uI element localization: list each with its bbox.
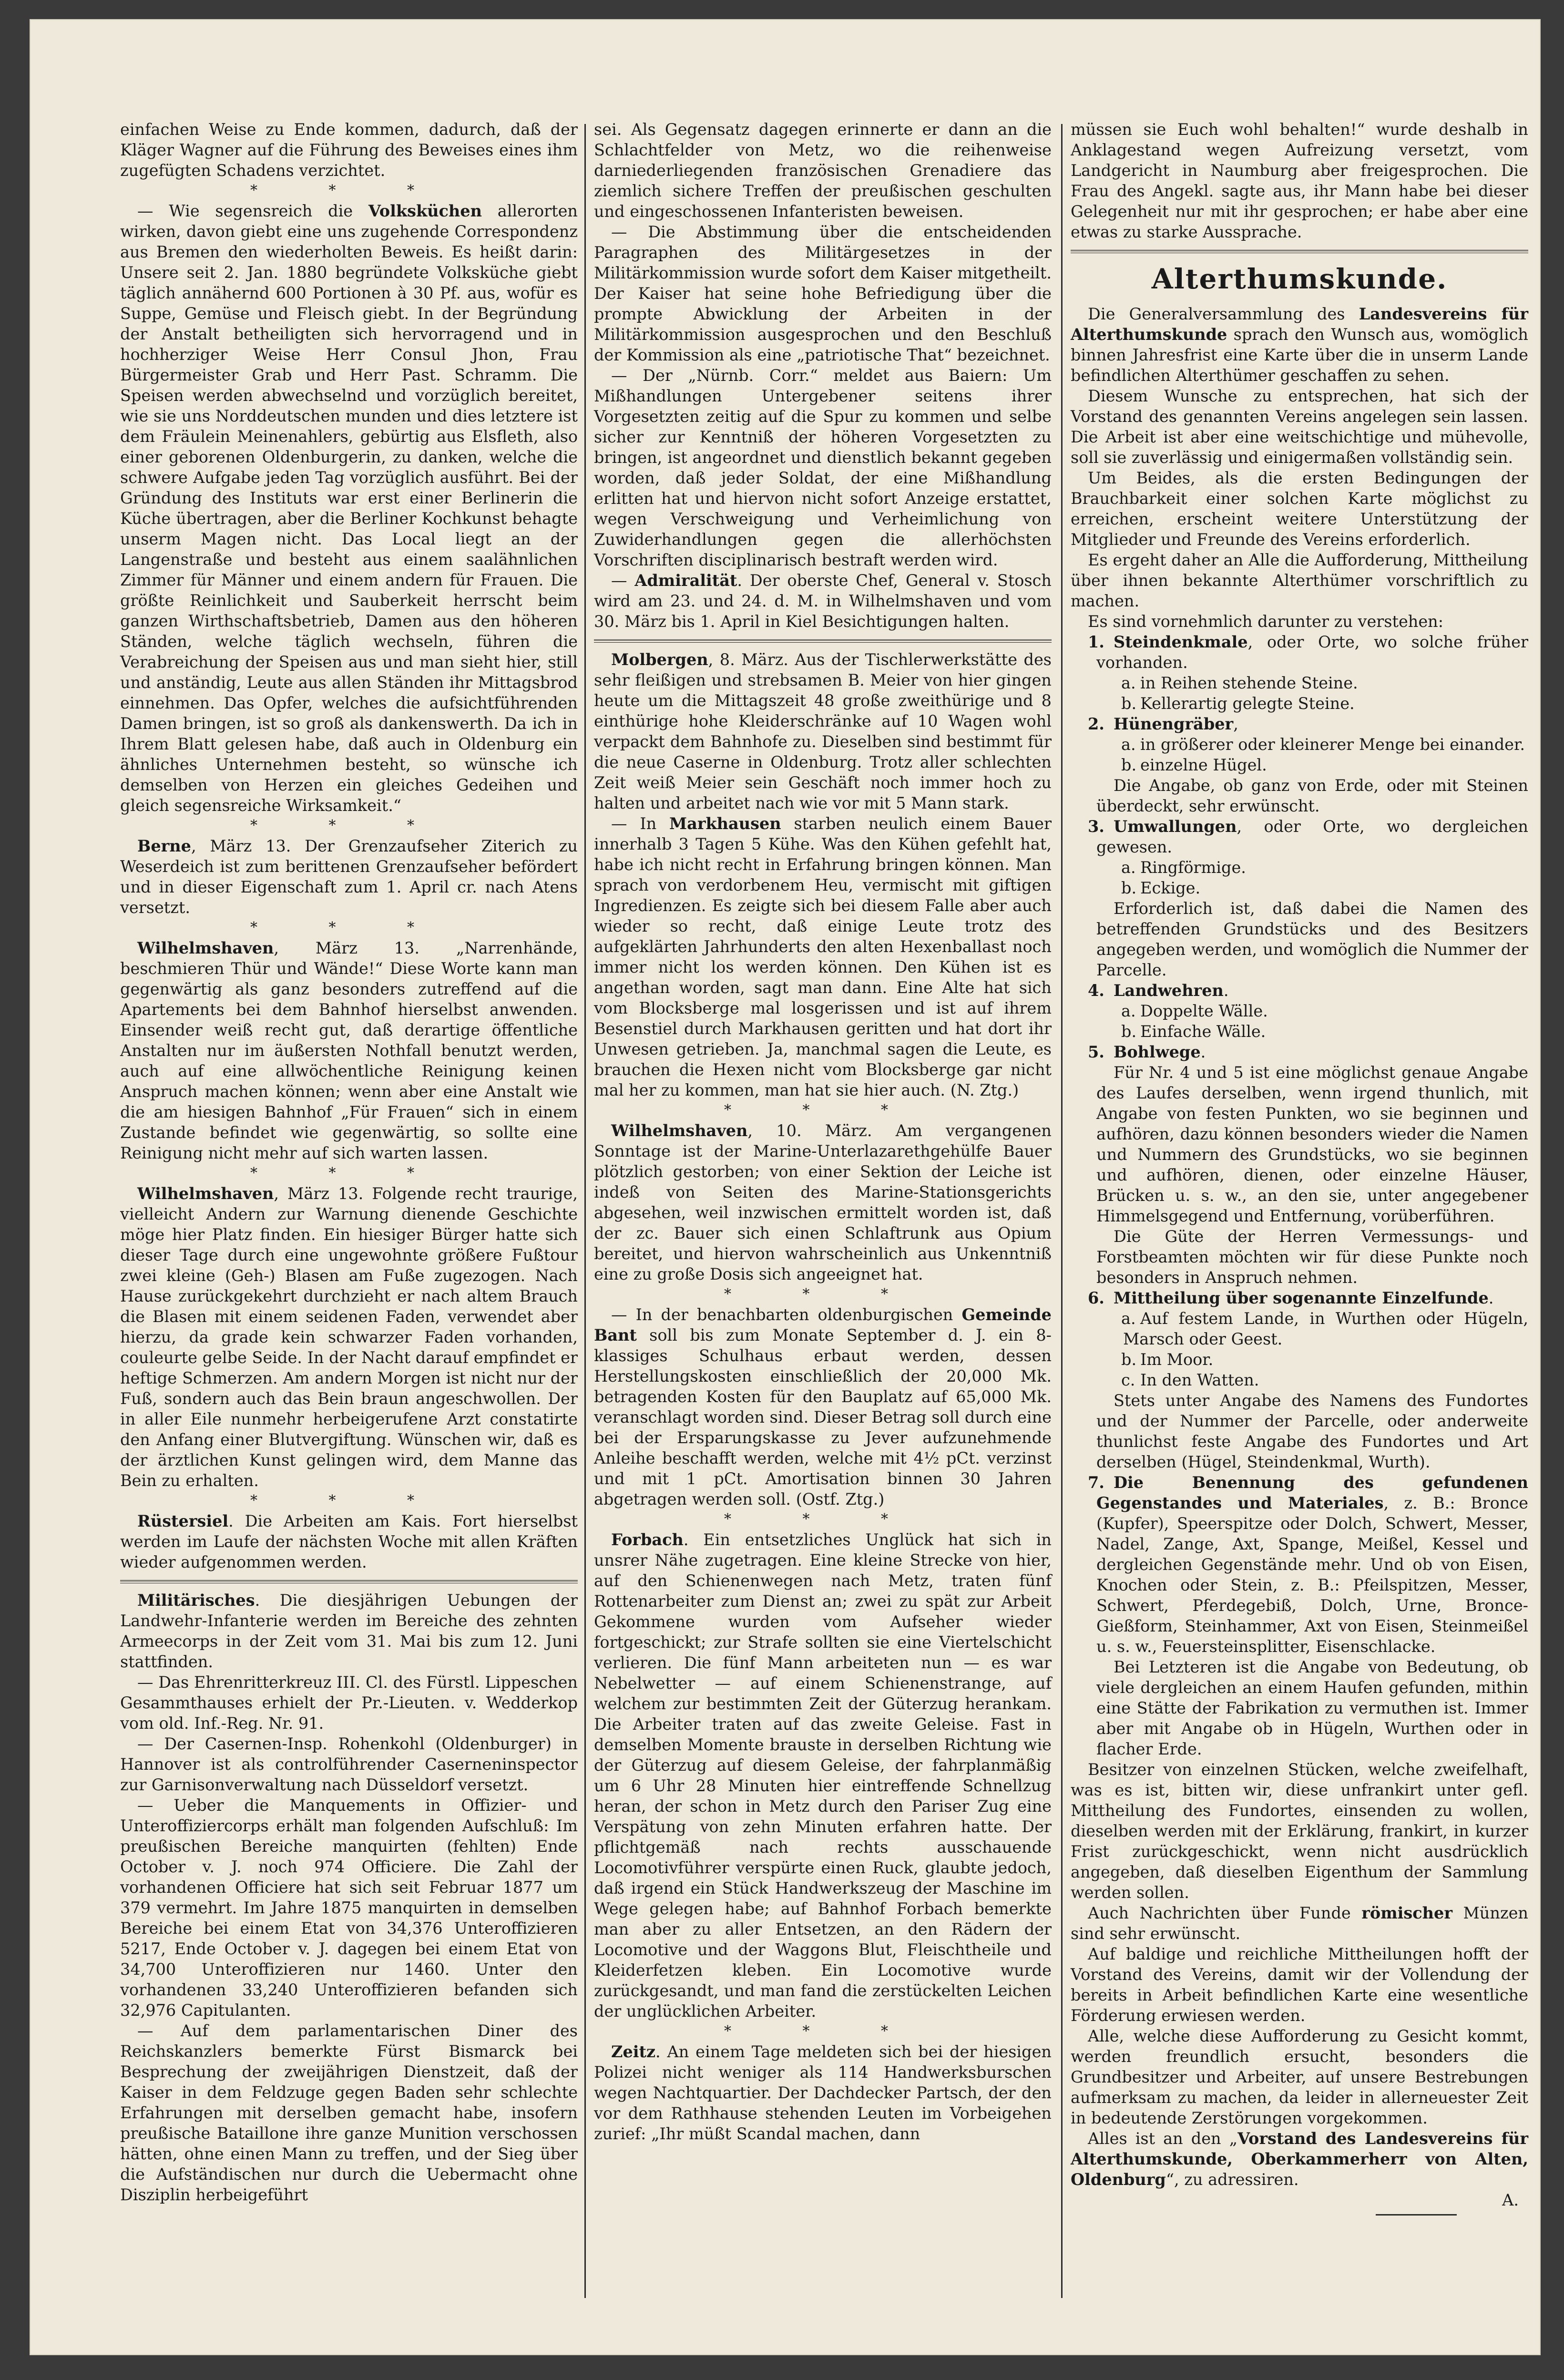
paragraph: Auf baldige und reichliche Mittheilungen hofft der Vorstand des Vereins, damit wir der Vollendung der bereits in Arbeit befindlichen Karte eine wesentliche Förderung erwiesen werden. — [1071, 1945, 1528, 2025]
list-number: 7. — [1088, 1473, 1104, 1492]
list-item — [1071, 1042, 1528, 1062]
paragraph: Auch Nachrichten über Funde römischer Münzen sind sehr erwünscht. — [1071, 1904, 1528, 1943]
column-3 — [1071, 119, 1528, 2216]
list-note: Bei Letzteren ist die Angabe von Bedeutung, ob viele dergleichen an einem Haufen gefunden, mithin eine Stätte der Fabrikation zu vermuthen ist. Immer aber mit Angabe ob in Hügeln, Wurthen oder in flacher Erde. — [1096, 1658, 1528, 1758]
article-berne: Berne, März 13. Der Grenzaufseher Ziterich zu Weserdeich ist zum berittenen Grenzaufseher befördert und in dieser Eigenschaft zum 1. April cr. nach Atens versetzt. — [120, 837, 578, 917]
list-number: 1. — [1088, 633, 1104, 651]
list-subitem: a. in Reihen stehende Steine. — [1121, 674, 1358, 692]
newspaper-page — [30, 19, 1541, 2355]
paragraph: Alles ist an den „Vorstand des Landesvereins für Alterthumskunde, Oberkammerherr von Alten, Oldenburg“, zu adressiren. — [1071, 2129, 1528, 2189]
article-bant: — In der benachbarten oldenburgischen Gemeinde Bant soll bis zum Monate September d. J. ein 8-klassiges Schulhaus erbaut werden, dessen Herstellungskosten einschließlich der 20,000 Mk. betragenden Kosten für den Bauplatz auf 65,000 Mk. veranschlagt worden sind. Dieser Betrag soll durch eine bei der Ersparungskasse zu Jever aufzunehmende Anleihe beschafft werden, welche mit 4½ pCt. verzinst und mit 1 pCt. Amortisation binnen 30 Jahren abgetragen werden soll. (Ostf. Ztg.) — [594, 1305, 1052, 1508]
list-item — [1071, 980, 1528, 1001]
list-item — [1071, 1288, 1528, 1308]
list-subitem: c. In den Watten. — [1121, 1371, 1259, 1389]
list-subitem: b. einzelne Hügel. — [1121, 756, 1267, 774]
article-forbach: Forbach. Ein entsetzliches Unglück hat sich in unsrer Nähe zugetragen. Eine kleine Strecke von hier, auf den Schienenwegen nach Metz, traten fünf Rottenarbeiter zum Dienst an; zwei zu spät zur Arbeit Gekommene wurden vom Aufseher wieder fortgeschickt; zur Strafe sollten sie eine Viertelschicht verlieren. Die fünf Mann arbeiteten nun — es war Nebelwetter — auf einem Schienenstrange, auf welchem zur bestimmten Zeit der Güterzug herankam. Die Arbeiter traten auf das zweite Geleise. Fast in demselben Momente brauste in derselben Richtung wie der Güterzug auf diesem Geleise, der fahrplanmäßig um 6 Uhr 28 Minuten hier eintreffende Schnellzug heran, der schon in Metz durch den Pariser Zug eine Verspätung von zehn Minuten erfahren hatte. Der pflichtgemäß nach rechts ausschauende Locomotivführer verspürte einen Ruck, glaubte jedoch, daß irgend ein Stück Handwerkszeug der Maschine im Wege gelegen habe; auf Bahnhof Forbach bemerkte man aber zu aller Entsetzen, an den Rädern der Locomotive und der Waggons Blut, Fleischtheile und Kleiderfetzen kleben. Ein Locomotive wurde zurückgesandt, und man fand die zerstückelten Leichen der unglücklichen Arbeiter. — [594, 1530, 1052, 2021]
list-text: , z. B.: Bronce (Kupfer), Speerspitze oder Dolch, Schwert, Messer, Nadel, Zange, Axt, Spange, Meißel, Kessel und dergleichen Gegenstände mehr. Und ob von Eisen, Knochen oder Stein, z. B.: Pfeilspitzen, Messer, Schwert, Pferdegebiß, Dolch, Urne, Bronce-Gießform, Steinhammer, Axt von Eisen, Steinmeißel u. s. w., Feuersteinsplitter, Eisenschlacke. — [1096, 1494, 1528, 1656]
numbered-list — [1071, 632, 1528, 1759]
article-continuation: sei. Als Gegensatz dagegen erinnerte er dann an die Schlachtfelder von Metz, wo die reihenweise darniederliegenden französischen Grenadiere das ziemlich sichere Treffen der preußischen geschulten und eingeschossenen Infanteristen beweisen. — [594, 120, 1052, 221]
list-number: 5. — [1088, 1043, 1104, 1061]
column-2 — [594, 119, 1052, 2144]
list-text: , oder Orte, wo solche früher vorhanden. — [1096, 633, 1528, 672]
article-continuation: müssen sie Euch wohl behalten!“ wurde deshalb in Anklagestand wegen Aufreizung versetzt, vom Landgericht in Naumburg aber freigesprochen. Die Frau des Angekl. sagte aus, ihr Mann habe bei dieser Gelegenheit nur mit ihr gesprochen; er habe aber eine etwas zu starke Aussprache. — [1071, 120, 1528, 241]
list-heading: Umwallungen — [1114, 817, 1237, 836]
separator-asterisks: * * * — [724, 1511, 922, 1528]
paragraph: — Auf dem parlamentarischen Diner des Reichskanzlers bemerkte Fürst Bismarck bei Besprechung der zweijährigen Dienstzeit, daß der Kaiser in dem Feldzuge gegen Baden sehr schlechte Erfahrungen mit derselben gemacht habe, insofern preußische Bataillone ihre ganze Munition verschossen hätten, ohne einen Mann zu treffen, und der Sieg über die Aufständischen nur durch die Uebermacht ohne Disziplin herbeigeführt — [120, 2021, 578, 2204]
separator-asterisks: * * * — [724, 2023, 922, 2040]
list-text: . — [1200, 1043, 1206, 1061]
column-divider — [584, 124, 586, 2298]
list-subitem: a. Doppelte Wälle. — [1121, 1002, 1268, 1020]
separator-asterisks: * * * — [250, 817, 448, 834]
article-zeitz: Zeitz. An einem Tage meldeten sich bei der hiesigen Polizei nicht weniger als 114 Handwerksburschen wegen Nachtquartier. Der Dachdecker Partsch, der den vor dem Rathhause stehenden Leuten im Vorbeigehen zurief: „Ihr müßt Scandal machen, dann — [594, 2042, 1052, 2143]
paragraph: — Der Casernen-Insp. Rohenkohl (Oldenburger) in Hannover ist als controlführender Caserneninspector zur Garnisonverwaltung nach Düsseldorf versetzt. — [120, 1734, 578, 1794]
list-number: 2. — [1088, 715, 1104, 733]
separator-asterisks: * * * — [250, 1165, 448, 1181]
section-rule — [1071, 250, 1528, 253]
article-wilhelmshaven-3: Wilhelmshaven, 10. März. Am vergangenen Sonntage ist der Marine-Unterlazarethgehülfe Bauer plötzlich gestorben; von einer Sektion der Leiche ist indeß von Seiten des Marine-Stationsgerichts abgesehen, weil inzwischen ermittelt worden ist, daß der zc. Bauer sich einen Schlaftrunk aus Opium bereitet, und hiervon wahrscheinlich aus Unkenntniß eine zu große Dosis sich angeeignet hat. — [594, 1121, 1052, 1283]
list-item — [1071, 632, 1528, 673]
list-text: , — [1233, 715, 1238, 733]
list-note: Die Angabe, ob ganz von Erde, oder mit Steinen überdeckt, sehr erwünscht. — [1096, 776, 1528, 815]
list-item — [1071, 816, 1528, 857]
list-heading: Steindenkmale — [1114, 633, 1248, 651]
paragraph: Alle, welche diese Aufforderung zu Gesicht kommt, werden freundlich ersucht, besonders die Grundbesitzer und Arbeiter, auf unsere Bestrebungen aufmerksam zu machen, da leider in allerneuester Zeit in bedeutende Zerstörungen vorgekommen. — [1071, 2027, 1528, 2127]
article-wilhelmshaven-2: Wilhelmshaven, März 13. Folgende recht traurige, vielleicht Andern zur Warnung dienende Geschichte möge hier Platz finden. Ein hiesiger Bürger hatte sich dieser Tage durch eine ungewohnte größere Fußtour zwei kleine (Geh-) Blasen am Fuße zugezogen. Nach Hause zurückgekehrt durchzieht er nach altem Brauch die Blasen mit einem seidenen Faden, verwendet aber hierzu, da grade kein schwarzer Faden vorhanden, couleurte gelbe Seide. In der Nacht darauf empfindet er heftige Schmerzen. Am andern Morgen ist nicht nur der Fuß, sondern auch das Bein braun angeschwollen. Der in aller Eile nunmehr herbeigerufene Arzt constatirte den Anfang einer Blutvergiftung. Wünschen wir, daß es der ärztlichen Kunst gelingen wird, dem Manne das Bein zu erhalten. — [120, 1184, 578, 1490]
paragraph: — Die Abstimmung über die entscheidenden Paragraphen des Militärgesetzes in der Militärkommission wurde sofort dem Kaiser mitgetheilt. Der Kaiser hat seine hohe Befriedigung über die prompte Abwicklung der Arbeiten in der Militärkommission ausgesprochen und den Beschluß der Kommission als eine „patriotische That“ bezeichnet. — [594, 223, 1052, 364]
section-rule — [594, 639, 1052, 643]
article-markhausen: — In Markhausen starben neulich einem Bauer innerhalb 3 Tagen 5 Kühe. Was den Kühen gefehlt hat, habe ich nicht recht in Erfahrung bringen können. Man sprach von verdorbenem Heu, vermischt mit giftigen Ingredienzen. Es zeigte sich bei diesem Falle aber auch wieder so recht, daß einige Leute trotz des aufgeklärten Jahrhunderts den alten Hexenballast noch immer nicht los werden können. Den Kühen ist es angethan worden, sagt man dann. Eine Alte hat sich vom Blocksberge mal losgerissen und ist auf ihrem Besenstiel durch Markhausen geritten und hat dort ihr Unwesen getrieben. Ja, manchmal sagen die Leute, es brauchen die Hexen nicht vom Blocksberge gar nicht mal her zu kommen, man hat sie hier auch. (N. Ztg.) — [594, 814, 1052, 1099]
paragraph: Es sind vornehmlich darunter zu verstehen: — [1088, 612, 1444, 631]
separator-asterisks: * * * — [724, 1102, 922, 1118]
separator-asterisks: * * * — [250, 919, 448, 936]
paragraph: Diesem Wunsche zu entsprechen, hat sich der Vorstand des genannten Vereins angelegen sein lassen. Die Arbeit ist aber eine weitschichtige und mühevolle, soll sie zuverlässig und einigermaßen vollständig sein. — [1071, 387, 1528, 467]
article-molbergen: Molbergen, 8. März. Aus der Tischlerwerkstätte des sehr fleißigen und strebsamen B. Meier von hier gingen heute um die Mittagszeit 48 große zweithürige und 8 einthürige hohe Kleiderschränke auf 10 Wagen wohl verpackt dem Bahnhofe zu. Dieselben sind bestimmt für die neue Caserne in Oldenburg. Trotz aller schlechten Zeit weiß Meier sein Geschäft noch immer hoch zu halten und arbeitet nach wie vor mit 5 Mann stark. — [594, 650, 1052, 812]
paragraph: Um Beides, als die ersten Bedingungen der Brauchbarkeit einer solchen Karte möglichst zu erreichen, erscheint weitere Unterstützung der Mitglieder und Freunde des Vereins erforderlich. — [1071, 469, 1528, 549]
list-subitem: b. Eckige. — [1121, 879, 1201, 897]
list-subitem: a. Auf festem Lande, in Wurthen oder Hügeln, Marsch oder Geest. — [1121, 1309, 1528, 1348]
list-subitem: a. in größerer oder kleinerer Menge bei einander. — [1121, 735, 1525, 754]
separator-asterisks: * * * — [724, 1286, 922, 1303]
list-subitem: b. Im Moor. — [1121, 1350, 1214, 1369]
list-number: 3. — [1088, 817, 1104, 836]
paragraph: — Der „Nürnb. Corr.“ meldet aus Baiern: Um Mißhandlungen Untergebener seitens ihrer Vorgesetzten zeitig auf die Spur zu kommen und selbe sicher zur Kenntniß der höheren Vorgesetzten zu bringen, ist angeordnet und dienstlich bekannt gegeben worden, daß jeder Soldat, der eine Mißhandlung erlitten hat und hiervon nicht sofort Anzeige erstattet, wegen Verschweigung und Verheimlichung von Zuwiderhandlungen gegen die allerhöchsten Vorschriften disciplinarisch bestraft werden wird. — [594, 366, 1052, 569]
list-text: . — [1223, 981, 1229, 1000]
article-ruestersiel: Rüstersiel. Die Arbeiten am Kais. Fort hierselbst werden im Laufe der nächsten Woche mit allen Kräften wieder aufgenommen werden. — [120, 1512, 578, 1571]
paragraph: — Ueber die Manquements in Offizier- und Unteroffiziercorps erhält man folgenden Aufschluß: Im preußischen Bereiche manquirten (fehlten) Ende October v. J. noch 974 Officiere. Die Zahl der vorhandenen Officiere hat sich seit Februar 1877 um 379 vermehrt. Im Jahre 1875 manquirten in demselben Bereiche bei einem Etat von 34,376 Unteroffizieren 5217, Ende October v. J. dagegen bei einem Etat von 34,700 Unteroffizieren nur 1460. Unter den vorhandenen 33,240 Unteroffizieren befanden sich 32,976 Capitulanten. — [120, 1796, 578, 2020]
list-subitem: b. Kellerartig gelegte Steine. — [1121, 694, 1355, 713]
list-heading: Mittheilung über sogenannte Einzelfunde — [1114, 1289, 1489, 1307]
list-note: Für Nr. 4 und 5 ist eine möglichst genaue Angabe des Laufes derselben, wenn irgend thunlich, mit Angabe von festen Punkten, wo sie beginnen und aufhören, dazu können besonders wieder die Namen und Nummern des Grundstücks, wo sie beginnen und aufhören, dienen, oder einzelne Häuser, Brücken u. s. w., an den sie, unter angegebener Himmelsgegend und Entfernung, vorüberführen. — [1096, 1063, 1528, 1225]
section-title: Alterthumskunde. — [1151, 263, 1448, 295]
list-heading: Die Benennung des gefundenen Gegenstandes und Materiales — [1096, 1473, 1528, 1512]
column-divider — [1061, 124, 1063, 2298]
list-note: Erforderlich ist, daß dabei die Namen des betreffenden Grundstücks und des Besitzers angegeben werden, und womöglich die Nummer der Parcelle. — [1096, 899, 1528, 979]
list-text: . — [1488, 1289, 1494, 1307]
column-1 — [120, 119, 578, 2205]
list-subitem: b. Einfache Wälle. — [1121, 1022, 1266, 1041]
list-heading: Hünengräber — [1114, 715, 1234, 733]
separator-asterisks: * * * — [250, 1492, 448, 1509]
section-rule — [120, 1580, 578, 1583]
end-rule — [1376, 2214, 1457, 2216]
list-item — [1071, 1472, 1528, 1657]
list-heading: Bohlwege — [1114, 1043, 1201, 1061]
signature: A. — [1502, 2191, 1519, 2209]
list-number: 6. — [1088, 1289, 1104, 1307]
article-continuation: einfachen Weise zu Ende kommen, dadurch, daß der Kläger Wagner auf die Führung des Beweises eines ihm zugefügten Schadens verzichtet. — [120, 120, 578, 180]
list-text: , oder Orte, wo dergleichen gewesen. — [1096, 817, 1528, 856]
paragraph: Besitzer von einzelnen Stücken, welche zweifelhaft, was es ist, bitten wir, diese unfrankirt unter gefl. Mittheilung des Fundortes, einsenden zu wollen, dieselben werden mit der Erklärung, frankirt, in kurzer Frist zurückgeschickt, wenn nicht ausdrücklich angegeben, daß dieselben Eigenthum der Sammlung werden sollen. — [1071, 1760, 1528, 1902]
article-volkskuechen: — Wie segensreich die Volksküchen allerorten wirken, davon giebt eine uns zugehende Correspondenz aus Bremen den wiederholten Beweis. Es heißt darin: Unsere seit 2. Jan. 1880 begründete Volksküche giebt täglich annähernd 600 Portionen à 30 Pf. aus, wofür es Suppe, Gemüse und Fleisch giebt. In der Begründung der Anstalt betheiligten sich hervorragend und in hochherziger Weise Herr Consul Jhon, Frau Bürgermeister Grab und Herr Past. Schramm. Die Speisen werden abwechselnd und vorzüglich bereitet, wie sie uns Norddeutschen munden und dies letztere ist dem Fräulein Meinenahlers, gebürtig aus Elsfleth, also einer geborenen Oldenburgerin, zu danken, welche die schwere Aufgabe jeden Tag vorzüglich ausführt. Bei der Gründung des Instituts war erst einer Berlinerin die Küche übertragen, aber die Berliner Kochkunst behagte unserm Magen nicht. Das Local liegt an der Langenstraße und besteht aus einem saalähnlichen Zimmer für Männer und einem andern für Frauen. Die größte Reinlichkeit und Sauberkeit herrscht beim ganzen Wirthschaftsbetrieb, Damen aus den höheren Ständen, welche täglich wechseln, führen die Verabreichung der Speisen aus und man sieht hier, still und anständig, Leute aus allen Ständen ihr Mittagsbrod einnehmen. Das Opfer, welches die aufsichtführenden Damen bringen, ist so groß als dankenswerth. Da ich in Ihrem Blatt gelesen habe, daß auch in Oldenburg ein ähnliches Unternehmen besteht, so wünsche ich demselben von Herzen ein gleiches Gedeihen und gleich segensreiche Wirksamkeit.“ — [120, 202, 578, 815]
article-wilhelmshaven-1: Wilhelmshaven, März 13. „Narrenhände, beschmieren Thür und Wände!“ Diese Worte kann man gegenwärtig als ganz besonders zutreffend auf die Apartements bei dem Bahnhof hierselbst anwenden. Einsender weiß recht gut, daß derartige öffentliche Anstalten nur im äußersten Nothfall benutzt werden, auch auf eine allwöchentliche Reinigung keinen Anspruch machen können; wenn aber eine Anstalt wie die am hiesigen Bahnhof „Für Frauen“ sich in einem Zustande befindet wie gegenwärtig, so sollte eine Reinigung nicht mehr auf sich warten lassen. — [120, 939, 578, 1162]
list-subitem: a. Ringförmige. — [1121, 858, 1246, 877]
list-number: 4. — [1088, 981, 1104, 1000]
article-militaerisches: Militärisches. Die diesjährigen Uebungen der Landwehr-Infanterie werden im Bereiche des zehnten Armeecorps in der Zeit vom 31. Mai bis zum 12. Juni stattfinden. — [120, 1591, 578, 1671]
list-note: Die Güte der Herren Vermessungs- und Forstbeamten möchten wir für diese Punkte noch besonders in Anspruch nehmen. — [1096, 1227, 1528, 1287]
paragraph: Es ergeht daher an Alle die Aufforderung, Mittheilung über ihnen bekannte Alterthümer vorschriftlich zu machen. — [1071, 551, 1528, 610]
list-item — [1071, 714, 1528, 734]
paragraph: — Das Ehrenritterkreuz III. Cl. des Fürstl. Lippeschen Gesammthauses erhielt der Pr.-Lieuten. v. Wedderkop vom old. Inf.-Reg. Nr. 91. — [120, 1673, 578, 1733]
list-note: Stets unter Angabe des Namens des Fundortes und der Nummer der Parcelle, oder anderweite thunlichst feste Angabe des Fundortes und Art derselben (Hügel, Steindenkmal, Wurth). — [1096, 1391, 1528, 1471]
article-admiralitaet: — Admiralität. Der oberste Chef, General v. Stosch wird am 23. und 24. d. M. in Wilhelmshaven und vom 30. März bis 1. April in Kiel Besichtigungen halten. — [594, 571, 1052, 631]
separator-asterisks: * * * — [250, 182, 448, 199]
paragraph: Die Generalversammlung des Landesvereins für Alterthumskunde sprach den Wunsch aus, womöglich binnen Jahresfrist eine Karte über die in unserm Lande befindlichen Alterthümer geschaffen zu sehen. — [1071, 305, 1528, 385]
list-heading: Landwehren — [1114, 981, 1224, 1000]
